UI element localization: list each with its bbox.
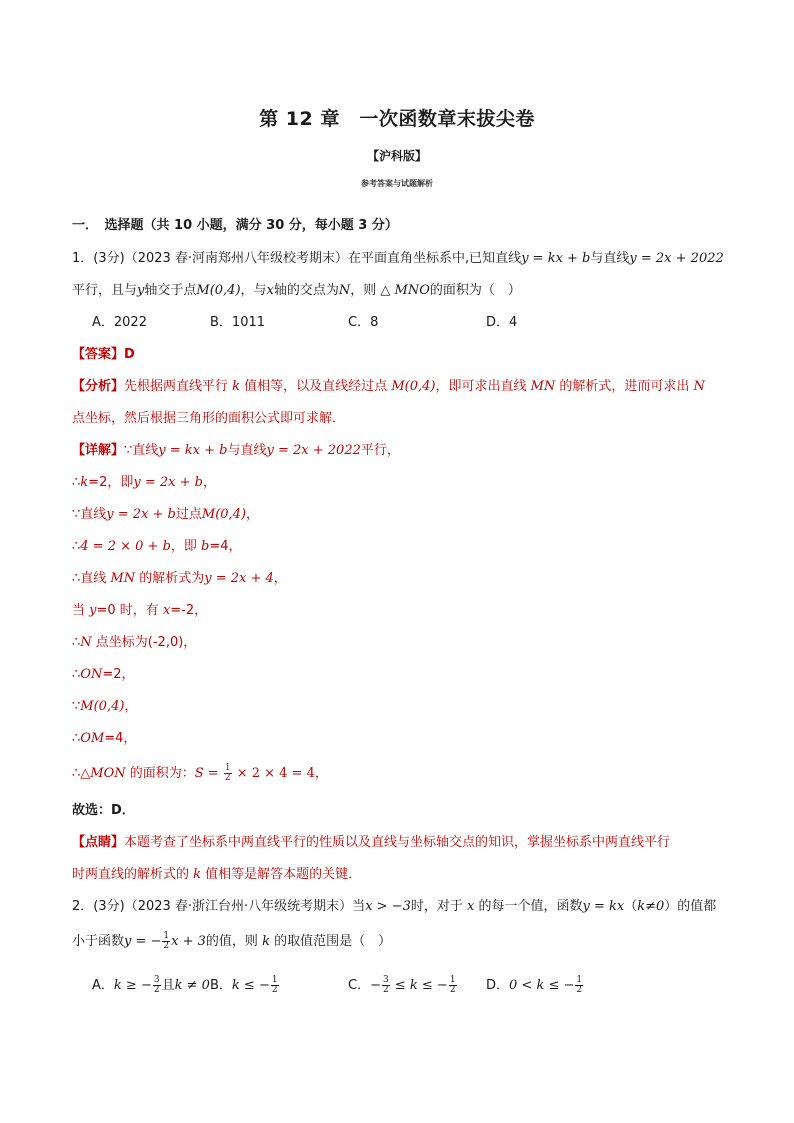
q2-option-a: A．k ≥ − $\frac{3}{2}$ 且k ≠ 0 (92, 975, 210, 995)
q1-equation-1: y = kx + b (521, 251, 591, 266)
q1-option-b: B．1011 (210, 315, 266, 330)
q1-choice: 故选：D． (72, 803, 135, 818)
q1-detail-step6: 当 y=0 时，有 x=-2， (72, 603, 208, 618)
q1-comment-line2: 时两直线的解析式的 k 值相等是解答本题的关键． (72, 867, 362, 882)
q1-equation-2: y = 2x + 2022 (629, 251, 724, 266)
edition-label: 【沪科版】 (366, 149, 427, 163)
q2-option-c: C．− $\frac{3}{2}$ ≤ k ≤ − $\frac{1}{2}$ (348, 975, 456, 995)
q2-stem-line2: 小于函数y = − $\frac{1}{2}$ x + 3的值，则 k 的取值范围是（ ） (72, 931, 392, 951)
q1-detail-step8: ∴ON=2， (72, 667, 135, 682)
q1-detail-step4: ∴4 = 2 × 0 + b，即 b=4， (72, 539, 242, 554)
q1-detail-step10: ∴OM=4， (72, 731, 137, 746)
q1-option-a: A．2022 (92, 315, 147, 330)
q2-stem-line1: 2．(3分)（2023 春·浙江台州·八年级统考期末）当x > −3时，对于 x 的每一个值，函数y = kx（k≠0）的值都 (72, 899, 717, 914)
fraction-one-half: $\frac{1}{2}$ (576, 975, 583, 995)
q1-detail-step1: 【详解】∵直线y = kx + b与直线y = 2x + 2022平行， (72, 443, 400, 458)
q1-detail-step11: ∴△MON 的面积为：S = $\frac{1}{2}$ × 2 × 4 = 4， (72, 763, 328, 783)
q1-option-c: C．8 (348, 315, 379, 330)
q1-analysis-line1: 【分析】先根据两直线平行 k 值相等，以及直线经过点 M(0,4)，即可求出直线 MN 的解析式，进而可求出 N (72, 379, 705, 394)
fraction-one-half: $\frac{1}{2}$ (224, 763, 231, 783)
q1-number: 1． (72, 251, 94, 266)
q1-stem-line1: 1．(3分)（2023 春·河南郑州八年级校考期末）在平面直角坐标系中,已知直线y = kx + b与直线y = 2x + 2022 (72, 251, 724, 266)
fraction-three-halves: $\frac{3}{2}$ (153, 975, 160, 995)
q1-option-d: D．4 (486, 315, 518, 330)
fraction-one-half: $\frac{1}{2}$ (449, 975, 456, 995)
q1-score: (3分)（2023 春·河南郑州八年级校考期末） (93, 251, 349, 266)
q1-detail-step2: ∴k=2，即y = 2x + b， (72, 475, 216, 490)
q1-detail-step7: ∴N 点坐标为(-2,0)， (72, 635, 197, 650)
fraction-one-half: $\frac{1}{2}$ (163, 931, 170, 951)
q2-score: (3分)（2023 春·浙江台州·八年级统考期末） (93, 899, 353, 914)
q1-detail-step9: ∵M(0,4)， (72, 699, 138, 714)
fraction-three-halves: $\frac{3}{2}$ (382, 975, 389, 995)
q1-detail-step3: ∵直线y = 2x + b过点M(0,4)， (72, 507, 260, 522)
page-title: 第 12 章 一次函数章末拔尖卷 (259, 108, 535, 130)
q2-option-b: B．k ≤ − $\frac{1}{2}$ (210, 975, 278, 995)
q1-answer: 【答案】D (72, 347, 135, 362)
section-heading: 一． 选择题（共 10 小题，满分 30 分，每小题 3 分） (72, 218, 398, 233)
fraction-one-half: $\frac{1}{2}$ (271, 975, 278, 995)
q2-option-d: D．0 < k ≤ − $\frac{1}{2}$ (486, 975, 583, 995)
q1-analysis-line2: 点坐标，然后根据三角形的面积公式即可求解． (72, 411, 346, 426)
q2-number: 2． (72, 899, 94, 914)
q1-detail-step5: ∴直线 MN 的解析式为y = 2x + 4， (72, 571, 287, 586)
answer-subtitle: 参考答案与试题解析 (361, 179, 433, 188)
q1-stem-line2: 平行，且与y轴交于点M(0,4)，与x轴的交点为N，则 △ MNO的面积为（ ） (72, 283, 521, 298)
q1-comment-line1: 【点睛】本题考查了坐标系中两直线平行的性质以及直线与坐标轴交点的知识，掌握坐标系中两直线平行 (72, 835, 671, 850)
